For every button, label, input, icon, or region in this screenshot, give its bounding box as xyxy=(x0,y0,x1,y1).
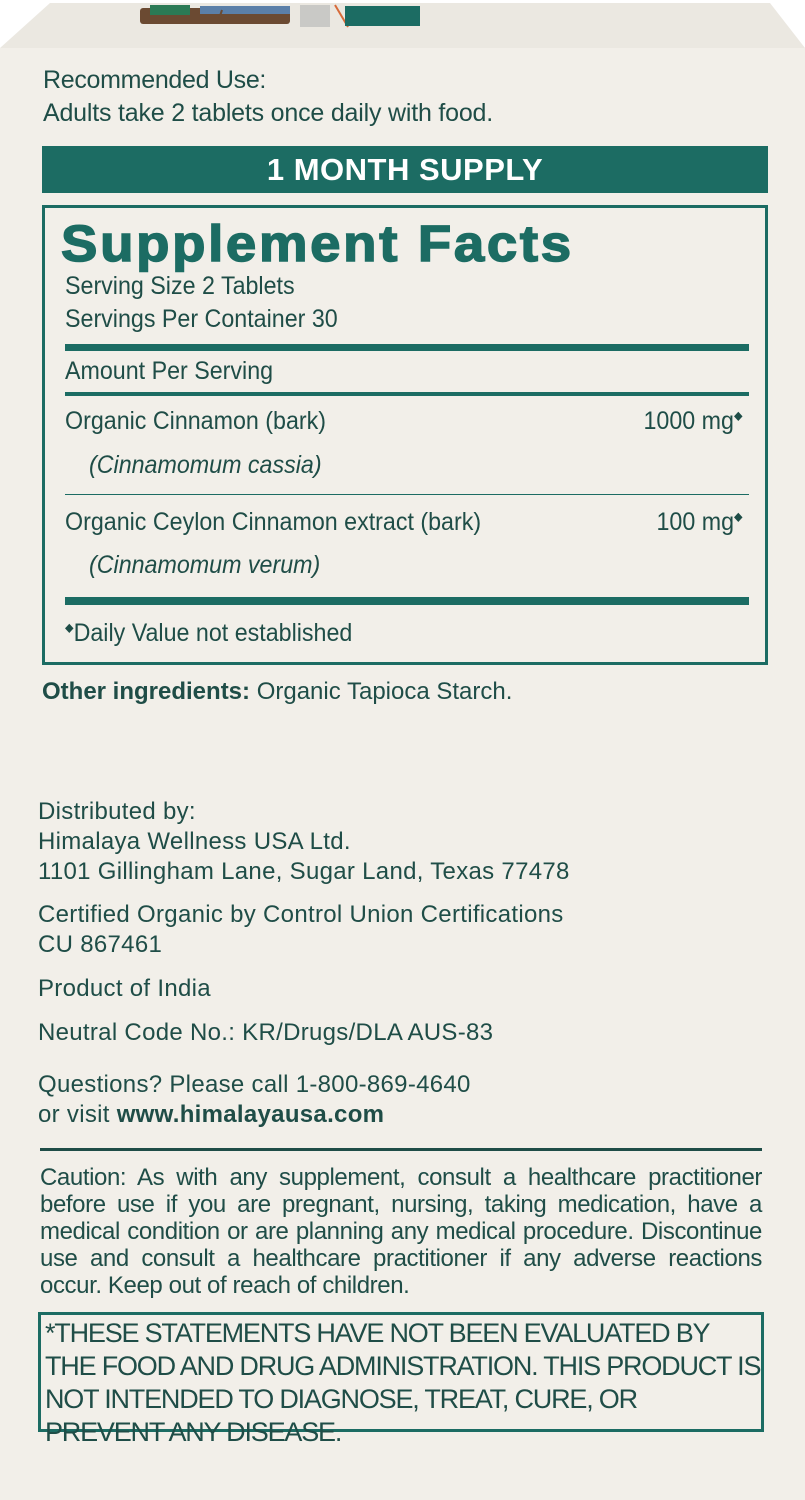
recommended-use-text: Adults take 2 tablets once daily with food. xyxy=(43,99,494,127)
website-line: or visit www.himalayausa.com xyxy=(38,1101,385,1128)
thin-rule xyxy=(65,494,749,495)
product-origin: Product of India xyxy=(38,975,211,1002)
other-ingredients: Other ingredients: Organic Tapioca Starch. xyxy=(42,678,513,705)
box-top-face xyxy=(0,0,805,48)
facts-title: Supplement Facts xyxy=(61,215,574,272)
recommended-use-title: Recommended Use: xyxy=(43,66,267,94)
certified-organic: Certified Organic by Control Union Certifications xyxy=(38,901,564,928)
thick-rule xyxy=(65,597,749,605)
fda-disclaimer: *THESE STATEMENTS HAVE NOT BEEN EVALUATED BY THE FOOD AND DRUG ADMINISTRATION. THIS PRODUCT IS NOT INTENDED TO DIAGNOSE, TREAT, CURE, OR PREVENT ANY DISEASE. xyxy=(38,1312,764,1432)
cert-number: CU 867461 xyxy=(38,931,163,958)
ingredient-latin: (Cinnamomum cassia) xyxy=(89,451,322,479)
divider xyxy=(40,1148,762,1151)
distributor-name: Himalaya Wellness USA Ltd. xyxy=(38,828,351,855)
serving-size: Serving Size 2 Tablets xyxy=(65,272,295,300)
servings-per-container: Servings Per Container 30 xyxy=(65,305,338,333)
ingredient-latin: (Cinnamomum verum) xyxy=(89,551,321,579)
caution-text: Caution: As with any supplement, consult a healthcare practitioner before use if you are pregnant, nursing, taking medication, have a medical condition or are planning any medical procedure. Discontinue use and consult a healthcare practitioner if any adverse reactions occur. Keep out of reach of children. xyxy=(40,1164,762,1299)
questions-phone: Questions? Please call 1-800-869-4640 xyxy=(38,1071,471,1098)
distributed-by-label: Distributed by: xyxy=(38,798,196,825)
ingredient-amount: 100 mg◆ xyxy=(656,508,743,536)
amount-per-serving: Amount Per Serving xyxy=(65,357,274,385)
neutral-code: Neutral Code No.: KR/Drugs/DLA AUS-83 xyxy=(38,1019,494,1046)
supply-banner: 1 MONTH SUPPLY xyxy=(42,146,768,193)
daily-value-footnote: ◆Daily Value not established xyxy=(65,619,353,647)
rule xyxy=(65,392,749,396)
website-link[interactable]: www.himalayausa.com xyxy=(116,1101,385,1128)
ingredient-name: Organic Ceylon Cinnamon extract (bark) xyxy=(65,508,482,536)
supplement-facts-panel xyxy=(42,205,768,665)
ingredient-name: Organic Cinnamon (bark) xyxy=(65,407,327,435)
ingredient-amount: 1000 mg◆ xyxy=(643,407,743,435)
distributor-address: 1101 Gillingham Lane, Sugar Land, Texas 77478 xyxy=(38,858,570,885)
thick-rule xyxy=(65,344,749,351)
box-top-artwork xyxy=(0,0,805,48)
